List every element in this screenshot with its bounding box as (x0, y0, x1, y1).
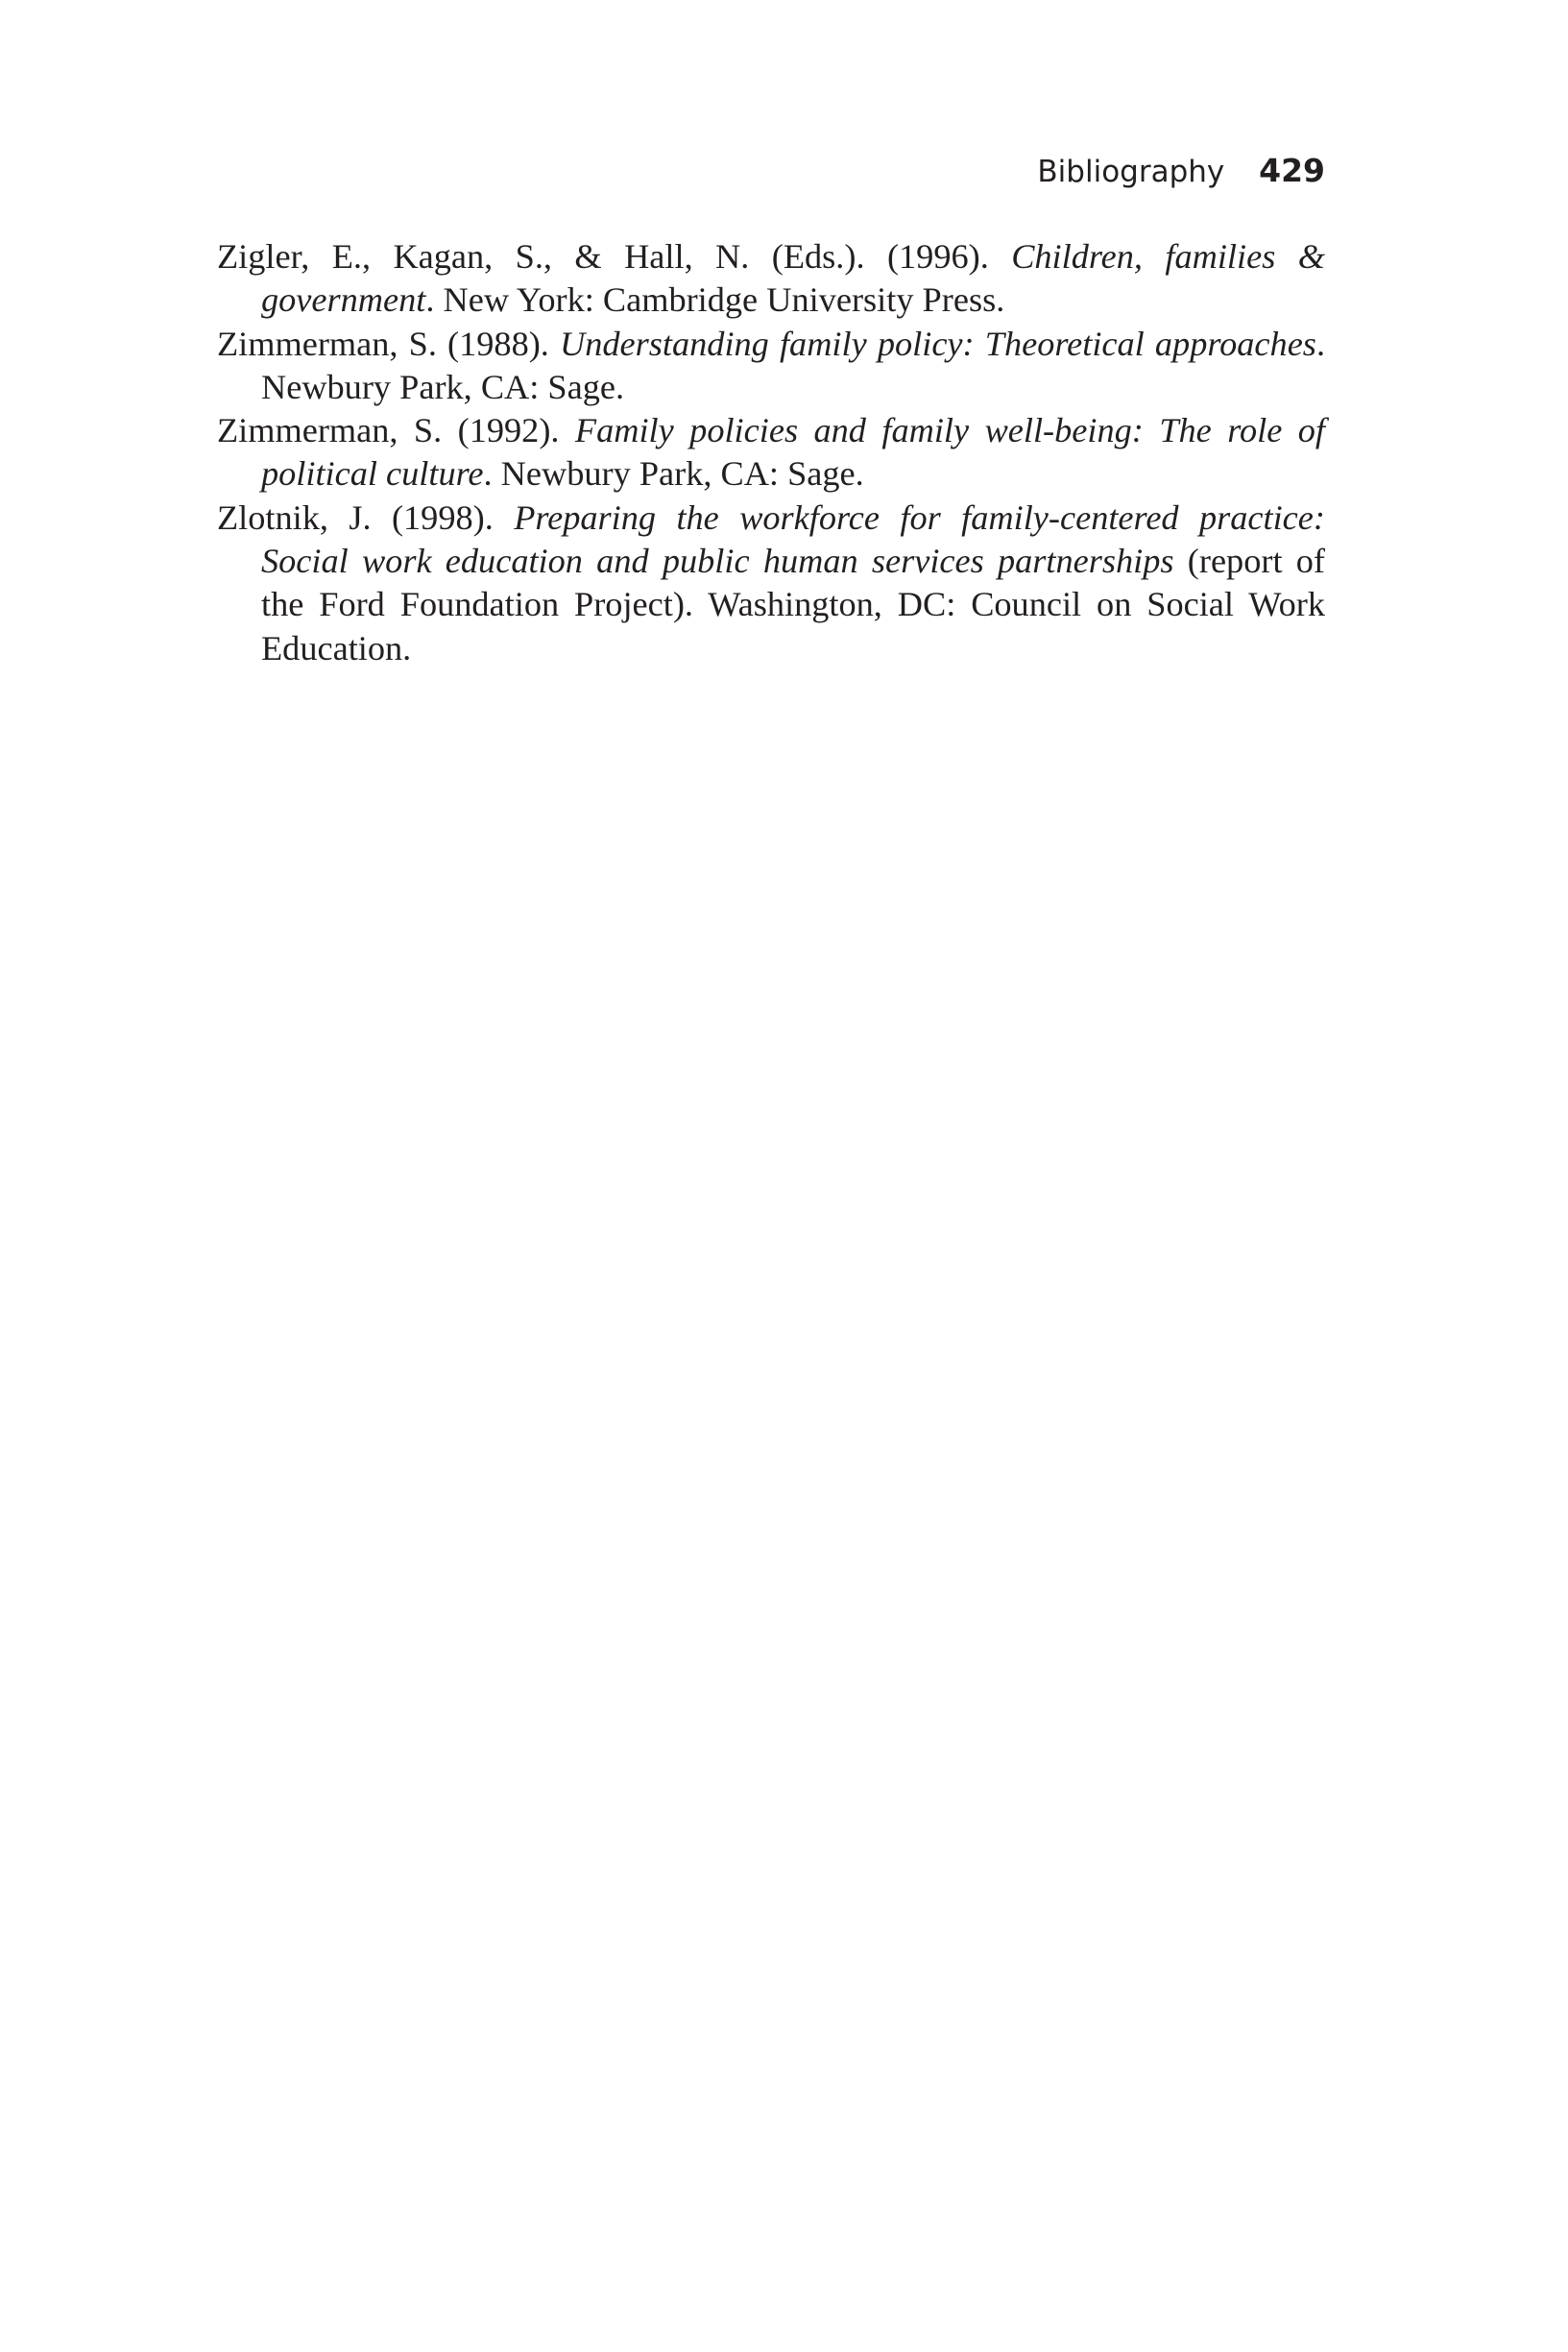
bibliography-list (217, 235, 1325, 670)
entry-publisher: . New York: Cambridge University Press. (425, 280, 1005, 320)
bibliography-entry-zimmerman-1992 (217, 409, 1325, 497)
bibliography-entry-zigler-1996 (217, 235, 1325, 323)
entry-title: Family policies and family well-being: The role of political culture (261, 411, 1326, 494)
entry-publisher: . Newbury Park, CA: Sage. (483, 454, 864, 494)
entry-authors-year: Zlotnik, J. (1998). (217, 497, 515, 537)
page-number: 429 (1259, 152, 1325, 189)
entry-publisher: (report of the Ford Foundation Project). Washington, DC: Council on Social Work Education. (261, 542, 1325, 667)
entry-title: Children, families & government (261, 237, 1325, 320)
bibliography-entry-zlotnik-1998 (217, 497, 1325, 670)
entry-authors-year: Zigler, E., Kagan, S., & Hall, N. (Eds.). (1996). (217, 237, 1012, 276)
running-head-section: Bibliography (1037, 155, 1225, 189)
bibliography-entry-zimmerman-1988 (217, 323, 1325, 410)
entry-authors-year: Zimmerman, S. (1988). (217, 324, 561, 363)
entry-authors-year: Zimmerman, S. (1992). (217, 411, 575, 450)
entry-title: Understanding family policy: Theoretical approaches (560, 324, 1316, 363)
entry-publisher: . Newbury Park, CA: Sage. (261, 324, 1326, 406)
entry-title: Preparing the workforce for family-centered practice: Social work education and public human services partnerships (261, 497, 1325, 581)
running-head (1037, 152, 1325, 191)
